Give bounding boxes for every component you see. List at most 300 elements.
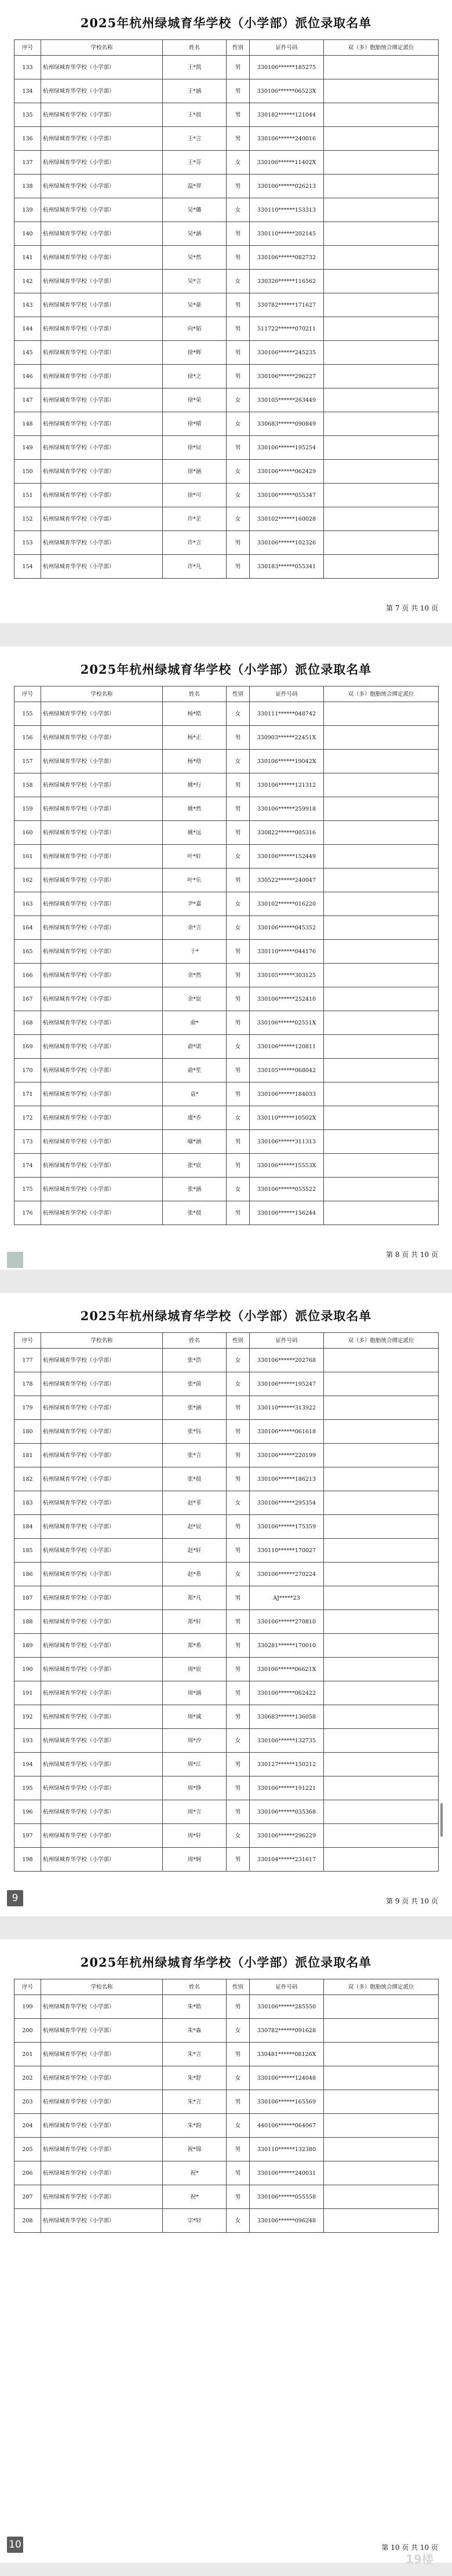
name-cell: 周*言 — [163, 1800, 227, 1824]
table-row — [14, 1995, 439, 2019]
name-cell: 王*晨 — [163, 103, 227, 127]
page-badge — [7, 1252, 23, 1268]
id-cell: 330106******175359 — [250, 1515, 324, 1539]
note-cell — [324, 916, 439, 940]
note-cell — [324, 1106, 439, 1130]
seq-cell: 155 — [14, 702, 41, 726]
table-row — [14, 1824, 439, 1848]
note-cell — [324, 964, 439, 987]
seq-cell: 186 — [14, 1563, 41, 1586]
school-cell: 杭州绿城育华学校（小学部） — [41, 151, 163, 175]
gender-cell: 女 — [227, 1563, 250, 1586]
id-cell: 330104******231617 — [250, 1848, 324, 1872]
id-cell: 330903******22451X — [250, 726, 324, 750]
gender-cell: 男 — [227, 1681, 250, 1705]
scrollbar-thumb[interactable] — [440, 1803, 443, 1837]
gender-cell: 女 — [227, 388, 250, 412]
note-cell — [324, 1753, 439, 1776]
id-cell: 330183******055341 — [250, 555, 324, 579]
note-cell — [324, 341, 439, 365]
note-cell — [324, 1467, 439, 1491]
note-cell — [324, 222, 439, 246]
note-cell — [324, 460, 439, 484]
seq-cell: 198 — [14, 1848, 41, 1872]
seq-cell: 156 — [14, 726, 41, 750]
table-row — [14, 2114, 439, 2138]
gender-cell: 女 — [227, 2209, 250, 2233]
header-gender: 性别 — [227, 686, 250, 702]
note-cell — [324, 2043, 439, 2066]
seq-cell: 148 — [14, 412, 41, 436]
id-cell: 330106******045352 — [250, 916, 324, 940]
seq-cell: 205 — [14, 2138, 41, 2161]
seq-cell: 167 — [14, 987, 41, 1011]
id-cell: 330326******116562 — [250, 270, 324, 293]
table-row — [14, 388, 439, 412]
admission-table — [14, 39, 439, 579]
seq-cell: 152 — [14, 507, 41, 531]
gender-cell: 女 — [227, 412, 250, 436]
seq-cell: 149 — [14, 436, 41, 460]
table-row — [14, 1420, 439, 1444]
table-row — [14, 821, 439, 845]
school-cell: 杭州绿城育华学校（小学部） — [41, 127, 163, 151]
school-cell: 杭州绿城育华学校（小学部） — [41, 1824, 163, 1848]
gender-cell: 女 — [227, 1178, 250, 1201]
note-cell — [324, 1082, 439, 1106]
gender-cell: 男 — [227, 1011, 250, 1035]
seq-cell: 154 — [14, 555, 41, 579]
name-cell: 朱*皓 — [163, 1995, 227, 2019]
note-cell — [324, 1848, 439, 1872]
seq-cell: 185 — [14, 1539, 41, 1563]
school-cell: 杭州绿城育华学校（小学部） — [41, 1515, 163, 1539]
seq-cell: 173 — [14, 1130, 41, 1154]
seq-cell: 200 — [14, 2019, 41, 2043]
school-cell: 杭州绿城育华学校（小学部） — [41, 845, 163, 869]
seq-cell: 183 — [14, 1491, 41, 1515]
note-cell — [324, 1681, 439, 1705]
id-cell: 330106******152449 — [250, 845, 324, 869]
name-cell: 余*然 — [163, 964, 227, 987]
school-cell: 杭州绿城育华学校（小学部） — [41, 1154, 163, 1178]
seq-cell: 151 — [14, 484, 41, 507]
id-cell: 330110******202145 — [250, 222, 324, 246]
note-cell — [324, 1372, 439, 1396]
id-cell: 330481******08126X — [250, 2043, 324, 2066]
table-row — [14, 1681, 439, 1705]
table-row — [14, 702, 439, 726]
seq-cell: 137 — [14, 151, 41, 175]
header-id: 证件号码 — [250, 686, 324, 702]
table-row — [14, 555, 439, 579]
table-row — [14, 317, 439, 341]
id-cell: 330106******035368 — [250, 1800, 324, 1824]
school-cell: 杭州绿城育华学校（小学部） — [41, 1539, 163, 1563]
seq-cell: 159 — [14, 797, 41, 821]
id-cell: 330106******311313 — [250, 1130, 324, 1154]
name-cell: 张*晨 — [163, 1467, 227, 1491]
school-cell: 杭州绿城育华学校（小学部） — [41, 1082, 163, 1106]
gender-cell: 女 — [227, 1372, 250, 1396]
document-page-7 — [0, 0, 452, 623]
seq-cell: 136 — [14, 127, 41, 151]
seq-cell: 184 — [14, 1515, 41, 1539]
id-cell: 330822******005316 — [250, 821, 324, 845]
school-cell: 杭州绿城育华学校（小学部） — [41, 1130, 163, 1154]
id-cell: 330111******048742 — [250, 702, 324, 726]
table-row — [14, 1130, 439, 1154]
school-cell: 杭州绿城育华学校（小学部） — [41, 1178, 163, 1201]
id-cell: 330106******062422 — [250, 1681, 324, 1705]
school-cell: 杭州绿城育华学校（小学部） — [41, 1658, 163, 1681]
name-cell: 朱*韵 — [163, 2114, 227, 2138]
header-name: 姓名 — [163, 40, 227, 56]
school-cell: 杭州绿城育华学校（小学部） — [41, 1586, 163, 1610]
gender-cell: 男 — [227, 1705, 250, 1729]
id-cell: 330106******191221 — [250, 1776, 324, 1800]
id-cell: 511722******070211 — [250, 317, 324, 341]
note-cell — [324, 484, 439, 507]
id-cell: 330105******303125 — [250, 964, 324, 987]
seq-cell: 206 — [14, 2161, 41, 2185]
seq-cell: 169 — [14, 1035, 41, 1059]
school-cell: 杭州绿城育华学校（小学部） — [41, 1059, 163, 1082]
name-cell: 张*茵 — [163, 1372, 227, 1396]
school-cell: 杭州绿城育华学校（小学部） — [41, 1848, 163, 1872]
name-cell: 姚*然 — [163, 797, 227, 821]
table-row — [14, 1705, 439, 1729]
admission-table — [14, 1979, 439, 2233]
id-cell: 330782******171627 — [250, 293, 324, 317]
name-cell: 徐*之 — [163, 365, 227, 388]
id-cell: 330106******240016 — [250, 127, 324, 151]
page-number: 第 8 页 共 10 页 — [386, 1251, 438, 1259]
document-page-9 — [0, 1293, 452, 1916]
table-row — [14, 1467, 439, 1491]
school-cell: 杭州绿城育华学校（小学部） — [41, 103, 163, 127]
gender-cell: 男 — [227, 531, 250, 555]
note-cell — [324, 2019, 439, 2043]
seq-cell: 158 — [14, 773, 41, 797]
table-row — [14, 1106, 439, 1130]
id-cell: 330105******263449 — [250, 388, 324, 412]
header-seq: 序号 — [14, 686, 41, 702]
note-cell — [324, 56, 439, 79]
school-cell: 杭州绿城育华学校（小学部） — [41, 1800, 163, 1824]
seq-cell: 166 — [14, 964, 41, 987]
school-cell: 杭州绿城育华学校（小学部） — [41, 1444, 163, 1467]
seq-cell: 139 — [14, 198, 41, 222]
gender-cell: 男 — [227, 797, 250, 821]
page-title: 2025年杭州绿城育华学校（小学部）派位录取名单 — [80, 16, 372, 30]
header-id: 证件号码 — [250, 1333, 324, 1349]
table-row — [14, 79, 439, 103]
gender-cell: 男 — [227, 964, 250, 987]
school-cell: 杭州绿城育华学校（小学部） — [41, 531, 163, 555]
name-cell: 徐*晴 — [163, 412, 227, 436]
name-cell: 郑*希 — [163, 1634, 227, 1658]
name-cell: 周*汐 — [163, 1729, 227, 1753]
note-cell — [324, 198, 439, 222]
note-cell — [324, 845, 439, 869]
gender-cell: 女 — [227, 1824, 250, 1848]
id-cell: 330106******124048 — [250, 2066, 324, 2090]
table-row — [14, 987, 439, 1011]
note-cell — [324, 869, 439, 892]
gender-cell: 女 — [227, 1491, 250, 1515]
id-cell: 330106******055558 — [250, 2185, 324, 2209]
seq-cell: 194 — [14, 1753, 41, 1776]
gender-cell: 女 — [227, 2066, 250, 2090]
table-row — [14, 1658, 439, 1681]
gender-cell: 男 — [227, 1201, 250, 1225]
table-row — [14, 365, 439, 388]
seq-cell: 176 — [14, 1201, 41, 1225]
id-cell: 330106******252410 — [250, 987, 324, 1011]
seq-cell: 138 — [14, 175, 41, 198]
table-row — [14, 1349, 439, 1372]
name-cell: 张*涵 — [163, 1178, 227, 1201]
table-row — [14, 1154, 439, 1178]
gender-cell: 女 — [227, 916, 250, 940]
header-school: 学校名称 — [41, 40, 163, 56]
school-cell: 杭州绿城育华学校（小学部） — [41, 2043, 163, 2066]
gender-cell: 男 — [227, 821, 250, 845]
note-cell — [324, 1539, 439, 1563]
seq-cell: 157 — [14, 750, 41, 773]
id-cell: 330281******170010 — [250, 1634, 324, 1658]
gender-cell: 男 — [227, 365, 250, 388]
gender-cell: 男 — [227, 317, 250, 341]
table-row — [14, 750, 439, 773]
seq-cell: 140 — [14, 222, 41, 246]
gender-cell: 男 — [227, 1396, 250, 1420]
school-cell: 杭州绿城育华学校（小学部） — [41, 987, 163, 1011]
note-cell — [324, 79, 439, 103]
page-title: 2025年杭州绿城育华学校（小学部）派位录取名单 — [80, 662, 372, 677]
gender-cell: 女 — [227, 1729, 250, 1753]
table-row — [14, 2043, 439, 2066]
name-cell: 吴*豪 — [163, 293, 227, 317]
table-row — [14, 2138, 439, 2161]
watermark-logo: 19楼 — [406, 2552, 433, 2566]
name-cell: 朱*言 — [163, 2090, 227, 2114]
page-title: 2025年杭州绿城育华学校（小学部）派位录取名单 — [80, 1309, 372, 1323]
gender-cell: 男 — [227, 987, 250, 1011]
id-cell: 330106******296229 — [250, 1824, 324, 1848]
name-cell: 吴*然 — [163, 246, 227, 270]
id-cell: 330106******096248 — [250, 2209, 324, 2233]
gender-cell: 男 — [227, 2138, 250, 2161]
table-row — [14, 1800, 439, 1824]
id-cell: 330106******165569 — [250, 2090, 324, 2114]
table-row — [14, 1444, 439, 1467]
header-id: 证件号码 — [250, 40, 324, 56]
note-cell — [324, 1035, 439, 1059]
name-cell: 许*凡 — [163, 555, 227, 579]
id-cell: 330106******02551X — [250, 1011, 324, 1035]
name-cell: 许*言 — [163, 531, 227, 555]
school-cell: 杭州绿城育华学校（小学部） — [41, 175, 163, 198]
header-id: 证件号码 — [250, 1979, 324, 1995]
note-cell — [324, 175, 439, 198]
table-row — [14, 845, 439, 869]
gender-cell: 男 — [227, 2043, 250, 2066]
seq-cell: 192 — [14, 1705, 41, 1729]
table-row — [14, 460, 439, 484]
id-cell: 330127******150212 — [250, 1753, 324, 1776]
seq-cell: 187 — [14, 1586, 41, 1610]
table-row — [14, 175, 439, 198]
table-row — [14, 507, 439, 531]
gender-cell: 女 — [227, 1106, 250, 1130]
table-row — [14, 1515, 439, 1539]
table-row — [14, 270, 439, 293]
school-cell: 杭州绿城育华学校（小学部） — [41, 1634, 163, 1658]
note-cell — [324, 103, 439, 127]
gender-cell: 男 — [227, 773, 250, 797]
name-cell: 向*韬 — [163, 317, 227, 341]
seq-cell: 145 — [14, 341, 41, 365]
table-row — [14, 56, 439, 79]
gender-cell: 女 — [227, 845, 250, 869]
seq-cell: 190 — [14, 1658, 41, 1681]
note-cell — [324, 270, 439, 293]
gender-cell: 女 — [227, 2019, 250, 2043]
name-cell: 宗*轻 — [163, 2209, 227, 2233]
name-cell: 杨*晗 — [163, 750, 227, 773]
school-cell: 杭州绿城育华学校（小学部） — [41, 1705, 163, 1729]
school-cell: 杭州绿城育华学校（小学部） — [41, 412, 163, 436]
name-cell: 朱*言 — [163, 2043, 227, 2066]
note-cell — [324, 1491, 439, 1515]
gender-cell: 男 — [227, 555, 250, 579]
header-school: 学校名称 — [41, 1979, 163, 1995]
id-cell: 330110******153313 — [250, 198, 324, 222]
table-row — [14, 1201, 439, 1225]
school-cell: 杭州绿城育华学校（小学部） — [41, 940, 163, 964]
note-cell — [324, 1444, 439, 1467]
table-header-row — [14, 40, 439, 56]
note-cell — [324, 531, 439, 555]
name-cell: 徐*辉 — [163, 341, 227, 365]
id-cell: 330106******120811 — [250, 1035, 324, 1059]
id-cell: 330106******026213 — [250, 175, 324, 198]
gender-cell: 男 — [227, 222, 250, 246]
id-cell: 330106******082732 — [250, 246, 324, 270]
gender-cell: 男 — [227, 2161, 250, 2185]
school-cell: 杭州绿城育华学校（小学部） — [41, 2066, 163, 2090]
page-badge: 9 — [7, 1890, 23, 1906]
table-row — [14, 222, 439, 246]
seq-cell: 202 — [14, 2066, 41, 2090]
school-cell: 杭州绿城育华学校（小学部） — [41, 484, 163, 507]
table-row — [14, 1396, 439, 1420]
note-cell — [324, 1995, 439, 2019]
school-cell: 杭州绿城育华学校（小学部） — [41, 1035, 163, 1059]
name-cell: 杨*正 — [163, 726, 227, 750]
header-note: 双（多）胞胎统合绑定派位 — [324, 686, 439, 702]
table-row — [14, 892, 439, 916]
page-number: 第 9 页 共 10 页 — [386, 1897, 438, 1905]
seq-cell: 181 — [14, 1444, 41, 1467]
gender-cell: 男 — [227, 1658, 250, 1681]
name-cell: 周*轲 — [163, 1848, 227, 1872]
note-cell — [324, 750, 439, 773]
page-number: 第 10 页 共 10 页 — [381, 2544, 438, 2552]
id-cell: 330106******15553X — [250, 1154, 324, 1178]
note-cell — [324, 1634, 439, 1658]
table-row — [14, 246, 439, 270]
gender-cell: 男 — [227, 1059, 250, 1082]
name-cell: 周*诚 — [163, 1705, 227, 1729]
header-gender: 性别 — [227, 1333, 250, 1349]
school-cell: 杭州绿城育华学校（小学部） — [41, 916, 163, 940]
header-name: 姓名 — [163, 686, 227, 702]
gender-cell: 男 — [227, 1154, 250, 1178]
school-cell: 杭州绿城育华学校（小学部） — [41, 773, 163, 797]
note-cell — [324, 1154, 439, 1178]
school-cell: 杭州绿城育华学校（小学部） — [41, 750, 163, 773]
seq-cell: 191 — [14, 1681, 41, 1705]
name-cell: 郑*轩 — [163, 1610, 227, 1634]
header-seq: 序号 — [14, 40, 41, 56]
table-row — [14, 1563, 439, 1586]
seq-cell: 144 — [14, 317, 41, 341]
name-cell: 叶*乐 — [163, 869, 227, 892]
table-row — [14, 2019, 439, 2043]
school-cell: 杭州绿城育华学校（小学部） — [41, 1491, 163, 1515]
name-cell: 姚*远 — [163, 821, 227, 845]
school-cell: 杭州绿城育华学校（小学部） — [41, 317, 163, 341]
name-cell: 虞*乔 — [163, 1106, 227, 1130]
gender-cell: 女 — [227, 507, 250, 531]
school-cell: 杭州绿城育华学校（小学部） — [41, 341, 163, 365]
seq-cell: 179 — [14, 1396, 41, 1420]
gender-cell: 男 — [227, 1800, 250, 1824]
table-row — [14, 773, 439, 797]
gender-cell: 男 — [227, 1610, 250, 1634]
school-cell: 杭州绿城育华学校（小学部） — [41, 222, 163, 246]
school-cell: 杭州绿城育华学校（小学部） — [41, 1349, 163, 1372]
note-cell — [324, 1178, 439, 1201]
name-cell: 张*浩 — [163, 1349, 227, 1372]
table-row — [14, 797, 439, 821]
gender-cell: 女 — [227, 702, 250, 726]
admission-table — [14, 686, 439, 1225]
header-gender: 性别 — [227, 40, 250, 56]
name-cell: 郑*凡 — [163, 1586, 227, 1610]
id-cell: 330106******285550 — [250, 1995, 324, 2019]
gender-cell: 男 — [227, 1995, 250, 2019]
table-row — [14, 1729, 439, 1753]
note-cell — [324, 1729, 439, 1753]
table-row — [14, 869, 439, 892]
gender-cell: 女 — [227, 1349, 250, 1372]
name-cell: 温*羿 — [163, 175, 227, 198]
seq-cell: 153 — [14, 531, 41, 555]
seq-cell: 180 — [14, 1420, 41, 1444]
name-cell: 于* — [163, 940, 227, 964]
name-cell: 徐*可 — [163, 484, 227, 507]
id-cell: 330102******160028 — [250, 507, 324, 531]
school-cell: 杭州绿城育华学校（小学部） — [41, 1106, 163, 1130]
name-cell: 袁* — [163, 1082, 227, 1106]
name-cell: 周*宸 — [163, 1658, 227, 1681]
name-cell: 王*言 — [163, 127, 227, 151]
gender-cell: 男 — [227, 1130, 250, 1154]
